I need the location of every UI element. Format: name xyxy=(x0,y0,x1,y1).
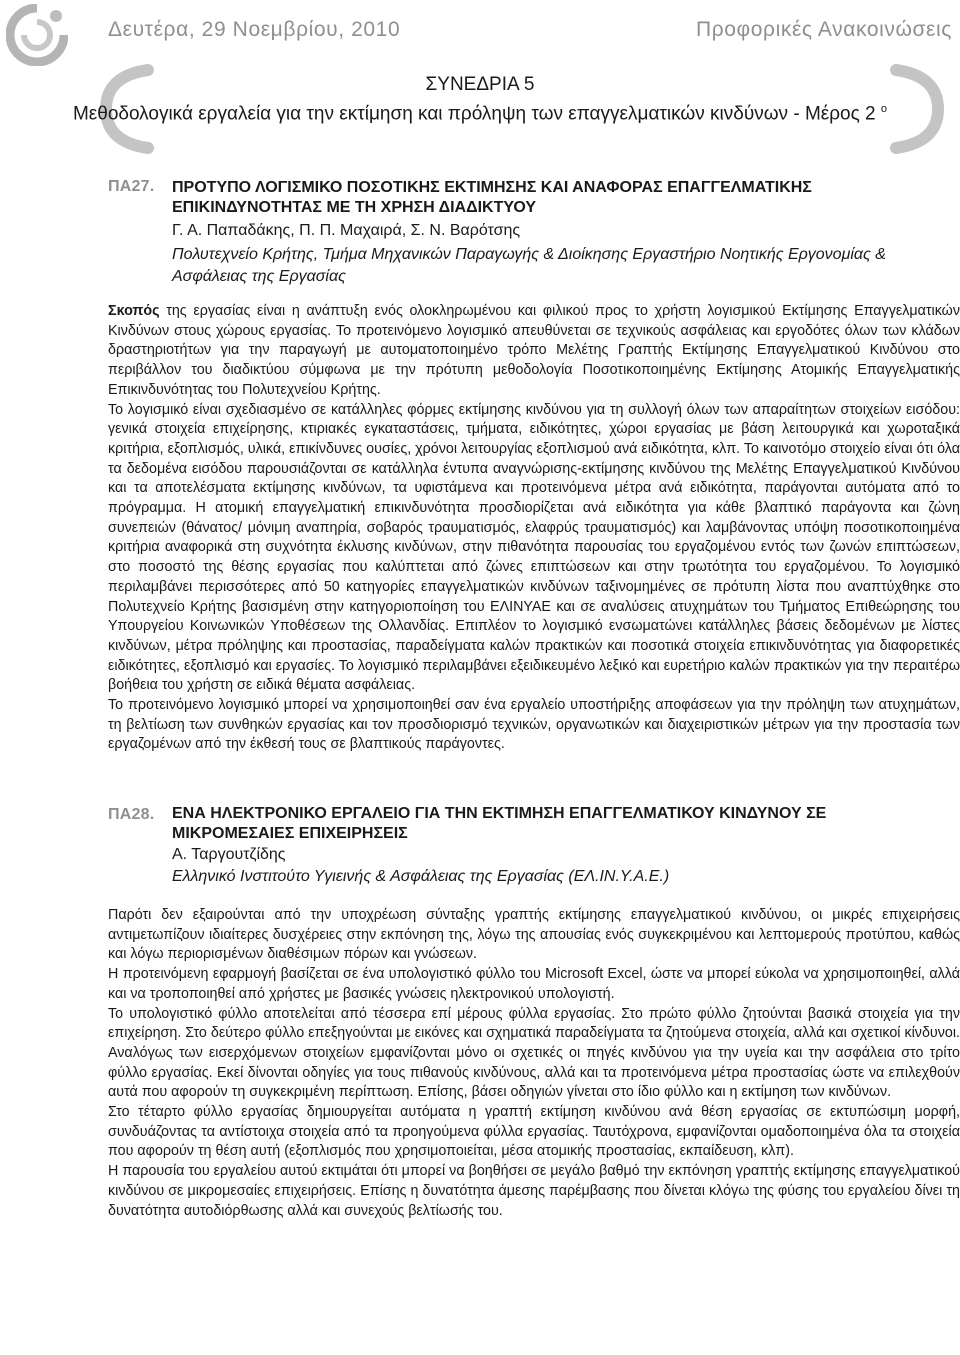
paper-affiliation: Πολυτεχνείο Κρήτης, Τμήμα Μηχανικών Παραγωγής & Διοίκησης Εργαστήριο Νοητικής Εργονομίας & Ασφάλειας της Εργασίας xyxy=(172,246,886,285)
abstract-paragraph: Το προτεινόμενο λογισμικό μπορεί να χρησιμοποιηθεί σαν ένα εργαλείο υποστήριξης αποφάσεων για την πρόληψη των ατυχημάτων, τη βελτίωση των συνθηκών εργασίας και τον προσδιορισμό τεχνικών, οργανωτικών και διαχειριστικών μέτρων για την προστασία των εργαζομένων από την έκθεσή τους σε βλαπτικούς παράγοντες. xyxy=(108,697,960,753)
abstract-paragraph: Το υπολογιστικό φύλλο αποτελείται από τέσσερα επί μέρους φύλλα εργασίας. Στο πρώτο φύλλο ζητούνται βασικά στοιχεία για την επιχείρηση. Στο δεύτερο φύλλο επεξηγούνται με εικόνες και σχηματικά παραδείγματα τα ζητούμενα στοιχεία, αλλά και σχετικοί κίνδυνοι. Αναλόγως των εισερχόμενων στοιχείων εμφανίζονται μόνο οι σχετικές οι πηγές κινδύνου για την υγεία και την ασφάλεια στο τρίτο φύλλο εργασίας. Εκεί δίνονται οδηγίες για τους πιθανούς κινδύνους, αλλά και τα προτεινόμενα μέτρα προστασίας ώστε να επιλεχθούν αυτά που αφορούν τη συγκεκριμένη περίπτωση. Επίσης, βάσει οδηγιών γίνεται στο ίδιο φύλλο και η εκτίμηση των κινδύνων. xyxy=(108,1005,960,1101)
abstract-paragraph: Το λογισμικό είναι σχεδιασμένο σε κατάλληλες φόρμες εκτίμησης κινδύνου για τη συλλογή όλων των απαραίτητων στοιχείων εισόδου: γενικά στοιχεία επιχείρησης, κτιριακές εγκαταστάσεις, τμήματα, ειδικότητες, χώροι εργασίας με βάση λειτουργικά και χωροταξικά κριτήρια, εξοπλισμός, υλικά, επικίνδυνες ουσίες, χρόνοι λειτουργίας εξοπλισμού ανά ειδικότητα, κλπ. Το καινοτόμο στοιχείο είναι ότι όλα τα δεδομένα εισόδου παρουσιάζονται σε κατάλληλα έντυπα αναγνώρισης-εκτίμησης κινδύνου της Μελέτης Επαγγελματικού Κινδύνου και τα αποτελέσματα εκτίμησης κινδύνων, τα υφιστάμενα και προτεινόμενα μέτρα ανά ειδικότητα, παράγονται αυτόματα από το πρόγραμμα. Η ατομική επαγγελματική επικινδυνότητα προσδιορίζεται ανά ειδικότητα για κάθε βλαπτικό παράγοντα και ζώνη συνεπειών (θάνατος/ μόνιμη αναπηρία, σοβαρός τραυματισμός, ελαφρύς τραυματισμός) και λαμβάνοντας υπόψη ποσοτικοποιημένα κριτήρια αναφορικά στη συχνότητα έκλυσης κινδύνων, στην πιθανότητα παρουσίας του εργαζομένου εντός των ζωνών επιπτώσεων, στο ποσοστό της θέσης εργασίας που καλύπτεται από ζώνες επιπτώσεων και στην τρωτότητα του εργαζομένου. Το λογισμικό περιλαμβάνει περισσότερες από 50 κατηγορίες επαγγελματικών κινδύνων ταξινομημένες σε πρότυπη λίστα που αναπτύχθηκε στο Πολυτεχνείο Κρήτης βασισμένη στην κατηγοριοποίηση του ΕΛΙΝΥΑΕ και σε αναλύσεις ατυχημάτων του Τμήματος Επιθεώρησης του Υπουργείου Κοινωνικών Υποθέσεων της Ολλανδίας. Επιπλέον το λογισμικό ενσωματώνει κατάλληλες βάσεις δεδομένων με λίστες κινδύνων, μέτρα πρόληψης και προστασίας, παραδείγματα καλών πρακτικών και ποσοτικά στοιχεία επικινδυνότητας για διαφορετικές ειδικότητες, εξοπλισμό και εργασίες. Το λογισμικό περιλαμβάνει εξειδικευμένο λεξικό και ευρετήριο καλών πρακτικών για την περαιτέρω βοήθεια του χρήστη σε ειδικά θέματα ασφάλειας. xyxy=(108,401,960,694)
abstract-paragraph: Σκοπός της εργασίας είναι η ανάπτυξη ενός ολοκληρωμένου και φιλικού προς το χρήστη λογισμικού Εκτίμησης Επαγγελματικών Κινδύνων στους χώρους εργασίας. Το προτεινόμενο λογισμικό απευθύνεται σε τεχνικούς ασφάλειας και εργοδότες όλων των κλάδων δραστηριοτήτων για την παραγωγή με αυτοματοποιημένο τρόπο Μελέτης Γραπτής Εκτίμησης Επαγγελματικού Κινδύνου στο περιβάλλον του διαδικτύου σύμφωνα με την πρότυπη μεθοδολογία Ποσοτικοποιημένης Εκτίμησης Ατομικής Επαγγελματικής Επικινδυνότητας του Πολυτεχνείου Κρήτης. xyxy=(108,303,960,398)
paper-title: ΕΝΑ ΗΛΕΚΤΡΟΝΙΚΟ ΕΡΓΑΛΕΙΟ ΓΙΑ ΤΗΝ ΕΚΤΙΜΗΣΗ ΕΠΑΓΓΕΛΜΑΤΙΚΟΥ ΚΙΝΔΥΝΟΥ ΣΕ ΜΙΚΡΟΜΕΣΑΙΕΣ ΕΠΙΧΕΙΡΗΣΕΙΣ xyxy=(172,805,827,842)
paper-abstract xyxy=(108,906,960,1221)
abstract-paragraph: Η προτεινόμενη εφαρμογή βασίζεται σε ένα υπολογιστικό φύλλο του Microsoft Excel, ώστε να μπορεί εύκολα να χρησιμοποιηθεί, αλλά και να τροποποιηθεί από χρήστες με βασικές γνώσεις ηλεκτρονικού υπολογιστή. xyxy=(108,966,960,1002)
session-subtitle: Μεθοδολογικά εργαλεία για την εκτίμηση και πρόληψη των επαγγελματικών κινδύνων - Μέρος 2 $^o$ xyxy=(72,103,888,125)
header-section: Προφορικές Ανακοινώσεις xyxy=(695,18,952,41)
abstract-lead: Σκοπός xyxy=(108,303,160,319)
paper-affiliation: Ελληνικό Ινστιτούτο Υγιεινής & Ασφάλειας της Εργασίας (ΕΛ.ΙΝ.Υ.Α.Ε.) xyxy=(172,868,670,885)
paper-abstract xyxy=(108,302,960,755)
abstract-paragraph: Η παρουσία του εργαλείου αυτού εκτιμάται ότι μπορεί να βοηθήσει σε μεγάλο βαθμό την εκπόνηση γραπτής εκτίμησης επαγγελματικού κινδύνου σε μικρομεσαίες επιχειρήσεις. Επίσης η δυνατότητα άμεσης παρέμβασης που δίνεται κλόγω της φύσης του εργαλείου δίνει τη δυνατότητα αυτοδιόρθωσης αλλά και συνεχούς βελτίωσής του. xyxy=(108,1163,960,1219)
paper-authors: Γ. Α. Παπαδάκης, Π. Π. Μαχαιρά, Σ. Ν. Βαρότσης xyxy=(172,222,521,239)
abstract-paragraph: Στο τέταρτο φύλλο εργασίας δημιουργείται αυτόματα η γραπτή εκτίμηση κινδύνου ανά θέση εργασίας σε εκτυπώσιμη μορφή, συνδυάζοντας τα αντίστοιχα στοιχεία από τα προηγούμενα φύλλα εργασίας. Ταυτόχρονα, εμφανίζονται ομαδοποιημένα όλα τα στοιχεία που αφορούν τη θέση αυτή (εξοπλισμός που χρησιμοποιείται, μέσα ατομικής προστασίας, εκπαίδευση, κλπ). xyxy=(108,1104,960,1160)
paper-title: ΠΡΟΤΥΠΟ ΛΟΓΙΣΜΙΚΟ ΠΟΣΟΤΙΚΗΣ ΕΚΤΙΜΗΣΗΣ ΚΑΙ ΑΝΑΦΟΡΑΣ ΕΠΑΓΓΕΛΜΑΤΙΚΗΣ ΕΠΙΚΙΝΔΥΝΟΤΗΤΑΣ ΜΕ ΤΗ ΧΡΗΣΗ ΔΙΑΔΙΚΤΥΟΥ xyxy=(172,179,812,216)
session-heading xyxy=(0,74,960,127)
conference-logo-icon xyxy=(6,4,68,66)
header-date: Δευτέρα, 29 Νοεμβρίου, 2010 xyxy=(108,18,401,41)
session-title: ΣΥΝΕΔΡΙΑ 5 xyxy=(425,74,535,95)
paper-code: ΠΑ27. xyxy=(108,178,155,195)
abstract-paragraph: Παρότι δεν εξαιρούνται από την υποχρέωση σύνταξης γραπτής εκτίμησης επαγγελματικού κινδύνου, οι μικρές επιχειρήσεις αντιμετωπίζουν ιδιαίτερες δυσχέρειες στην εκπόνηση της, λόγω της απουσίας ενός συγκεκριμένου και λεπτομερούς προτύπου, καθώς και λόγω περιορισμένων διαθέσιμων πόρων και γνώσεων. xyxy=(108,907,960,963)
paper-code: ΠΑ28. xyxy=(108,806,155,823)
session-subtitle-superscript: ο xyxy=(880,103,888,115)
paper-authors: Α. Ταργουτζίδης xyxy=(172,846,286,863)
